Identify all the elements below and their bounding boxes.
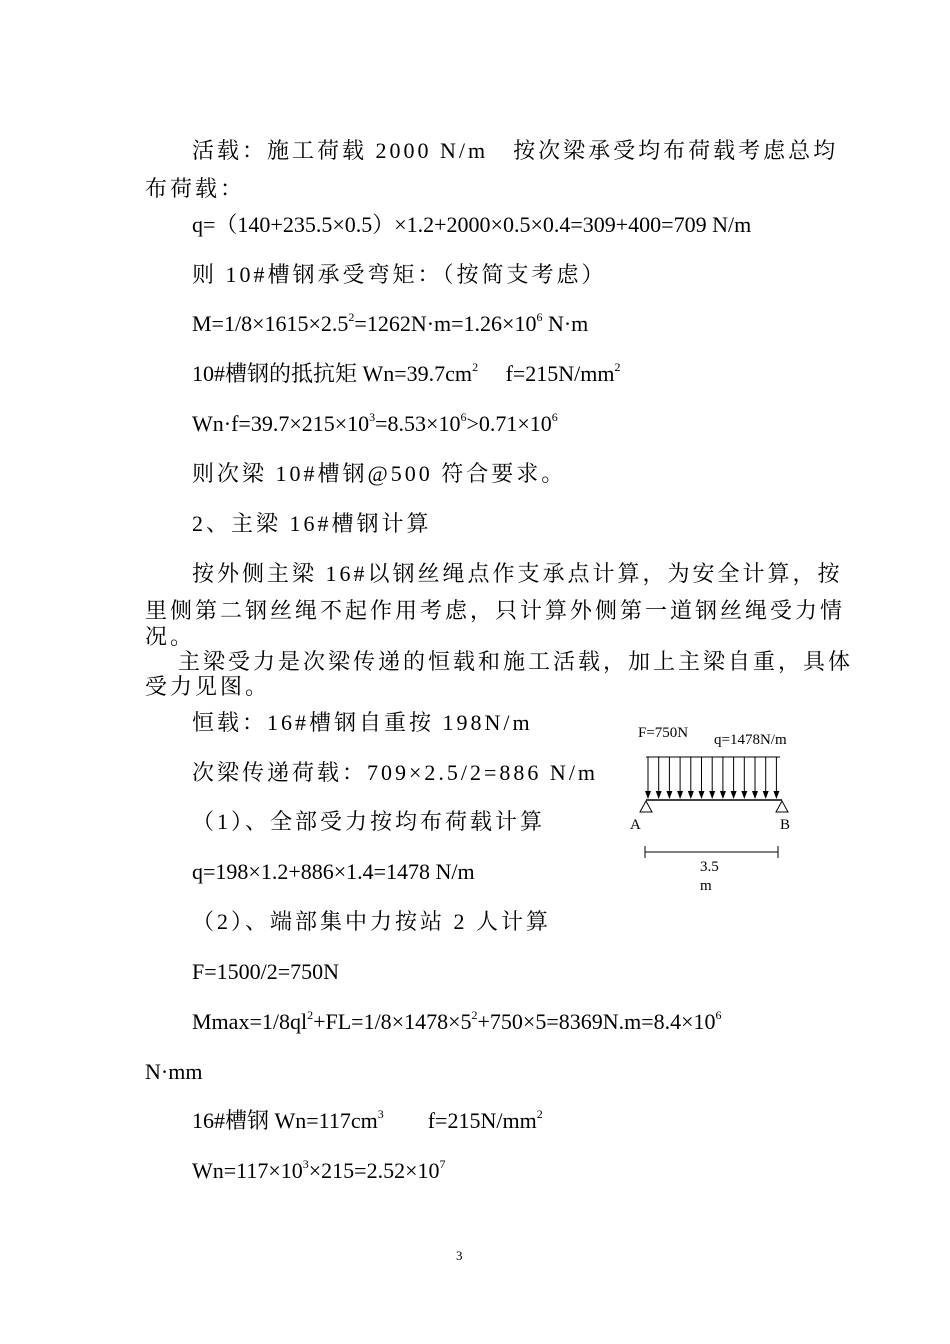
formula-line: $Mmax=1/8ql^2+FL=1/8\times 1478\times 5^2+750\times 5=8369N.m=8.4\times 10^6$	[192, 1008, 722, 1034]
load-arrow-head-icon	[731, 791, 737, 799]
formula-line: q=198×1.2+886×1.4=1478 N/m	[192, 859, 475, 884]
text-line: （1）、全部受力按均布荷载计算	[192, 809, 546, 834]
text-line: 恒载：16#槽钢自重按 198N/m	[192, 710, 533, 735]
formula-line: 10#槽钢的抵抗矩 $Wn=39.7cm^2$ $f=215N/mm^2$	[192, 360, 621, 386]
load-arrow-head-icon	[699, 791, 705, 799]
load-arrow-head-icon	[645, 791, 651, 799]
load-arrow-head-icon	[720, 791, 726, 799]
text-line: 次梁传递荷载：709×2.5/2=886 N/m	[192, 760, 599, 785]
formula-line: N·mm	[145, 1059, 203, 1084]
text-line: 主梁受力是次梁传递的恒载和施工活载，加上主梁自重，具体	[178, 649, 854, 674]
span-value: 3.5	[700, 859, 719, 875]
load-arrow-head-icon	[709, 791, 715, 799]
text-line: 况。	[145, 624, 196, 649]
formula-line: 16#槽钢 $Wn=117cm^3$ $f=215N/mm^2$	[192, 1107, 543, 1133]
text-line: 活载：施工荷载 2000 N/m 按次梁承受均布荷载考虑总均	[192, 138, 839, 163]
formula-line: $M=1/8\times 1615\times 2.5^2=1262N\cdot m=1.26\times 10^6$ N·m	[192, 310, 589, 336]
text-line: 受力见图。	[145, 674, 271, 699]
beam-load-svg	[620, 715, 820, 905]
support-a-label: A	[630, 817, 641, 833]
text-line: 按外侧主梁 16#以钢丝绳点作支承点计算，为安全计算，按	[192, 561, 843, 586]
support-b-icon	[776, 801, 788, 812]
text-line: 则次梁 10#槽钢@500 符合要求。	[192, 461, 567, 486]
text-line: 里侧第二钢丝绳不起作用考虑，只计算外侧第一道钢丝绳受力情	[145, 598, 846, 623]
load-arrow-head-icon	[773, 791, 779, 799]
load-arrow-head-icon	[741, 791, 747, 799]
section-heading: 2、主梁 16#槽钢计算	[192, 511, 432, 536]
load-arrow-head-icon	[656, 791, 662, 799]
text-line: 布荷载：	[145, 176, 246, 201]
text-line: （2）、端部集中力按站 2 人计算	[192, 909, 552, 934]
load-arrow-head-icon	[688, 791, 694, 799]
formula-line: q=（140+235.5×0.5）×1.2+2000×0.5×0.4=309+400=709 N/m	[192, 212, 752, 237]
span-unit: m	[700, 878, 712, 894]
load-arrow-head-icon	[752, 791, 758, 799]
load-arrow-head-icon	[677, 791, 683, 799]
load-arrow-head-icon	[763, 791, 769, 799]
support-b-label: B	[780, 817, 791, 833]
beam-load-diagram	[620, 715, 820, 905]
formula-line: F=1500/2=750N	[192, 959, 340, 984]
load-label: q=1478N/m	[714, 732, 787, 748]
page-number: 3	[456, 1248, 463, 1263]
support-a-icon	[640, 801, 652, 812]
load-arrows	[645, 757, 779, 799]
force-label: F=750N	[638, 725, 689, 741]
load-arrow-head-icon	[666, 791, 672, 799]
text-line: 则 10#槽钢承受弯矩：（按简支考虑）	[192, 262, 607, 287]
formula-line: $Wn=117\times 10^3\times 215=2.52\times 10^7$	[192, 1157, 446, 1183]
formula-line: $Wn\cdot f=39.7\times 215\times 10^3=8.53\times 10^6>0.71\times 10^6$	[192, 410, 558, 436]
